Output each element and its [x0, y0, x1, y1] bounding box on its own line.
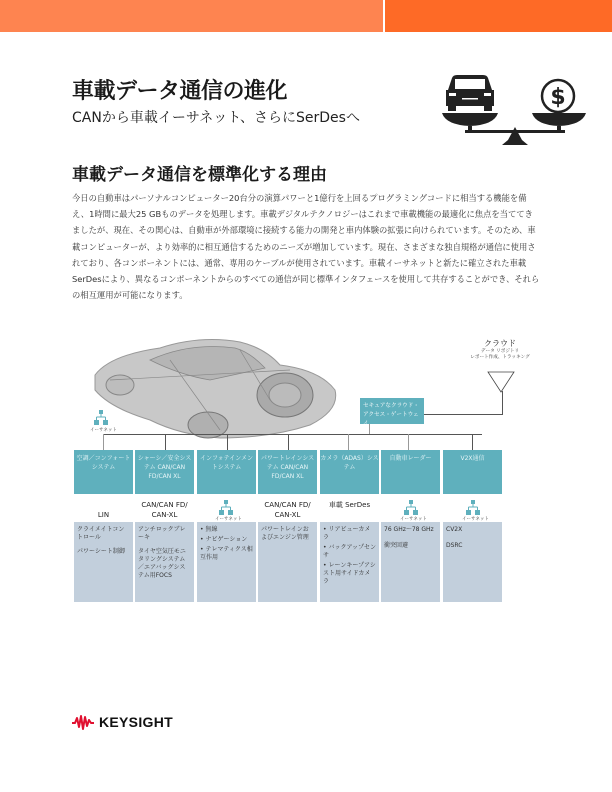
system-box-powertrain: パワートレインシステム CAN/CAN FD/CAN XL	[258, 450, 317, 494]
detail-bullet: • テレマティクス相互作用	[200, 546, 253, 561]
header-bar-right	[385, 0, 612, 32]
keysight-wave-icon	[72, 714, 94, 730]
brand-name: KEYSIGHT	[99, 714, 173, 730]
detail-item: DSRC	[446, 542, 463, 549]
detail-bullet: • リアビューカメラ	[323, 526, 371, 541]
bus-line	[103, 434, 482, 435]
detail-bullet: • ナビゲーション	[200, 536, 248, 543]
detail-box-camera	[320, 522, 379, 602]
ethernet-label: イーサネット	[462, 517, 489, 522]
protocol-label: CAN/CAN FD/ CAN-XL	[264, 501, 311, 519]
car-vs-money-scale-icon	[440, 70, 590, 150]
detail-item: タイヤ空気圧モニタリングシステム／エアバッグシステム用FOCS	[138, 548, 186, 579]
detail-box-chassis	[135, 522, 194, 602]
detail-bullet: • 無線	[200, 526, 218, 533]
detail-item: 76 GHz～78 GHz	[384, 526, 434, 533]
connector-line	[165, 434, 166, 450]
system-box-camera-adas: カメラ（ADAS）システム	[320, 450, 379, 494]
protocol-label: 車載 SerDes	[328, 501, 371, 509]
antenna-icon	[486, 370, 516, 400]
detail-item: パワートレインおよびエンジン管理	[261, 526, 309, 541]
detail-item: アンチロックブレーキ	[138, 526, 186, 541]
detail-box-powertrain	[258, 522, 317, 602]
protocol-label: LIN	[97, 511, 110, 519]
ethernet-label: イーサネット	[400, 517, 427, 522]
cloud-node	[455, 338, 545, 361]
keysight-logo	[72, 714, 173, 730]
detail-item: 無線	[205, 526, 218, 533]
ethernet-label: イーサネット	[215, 517, 242, 522]
section-heading: 車載データ通信を標準化する理由	[72, 165, 327, 185]
connector-line	[472, 434, 473, 450]
detail-box-climate	[74, 522, 133, 602]
svg-text:$: $	[550, 85, 566, 110]
connector-line	[227, 434, 228, 450]
detail-item: クライメイトコントロール	[77, 526, 125, 541]
detail-box-infotainment	[197, 522, 256, 602]
connector-line	[348, 434, 349, 450]
section-paragraph: 今日の自動車はパーソナルコンピューター20台分の演算パワーと1億行を上回るプログラミングコードに相当する機能を備え、1時間に最大25 GBものデータを処理します。車載デジタルテクノロジーはこれまで車載機能の最適化に焦点を当ててきましたが、現在、その関心は、自動車が外部環境に接続する能力の開発と車内体験の拡張に向けられています。そのため、車載コンピューターが、より効率的に相互通信するためのニーズが増加しています。現在、さまざまな独自規格が通信に使用されており、各コンポーネントには、通常、専用のケーブルが使用されています。車載イーサネットと新たに確立された車載SerDesにより、異なるコンポーネントからのすべての通信が同じ標準インタフェースを使用して共存することができ、それらの相互運用が可能になります。	[72, 193, 540, 301]
ethernet-network-icon	[93, 410, 109, 426]
system-box-infotainment: インフォテインメントシステム	[197, 450, 256, 494]
car-wireframe-illustration	[90, 330, 340, 440]
header-bar-left	[0, 0, 383, 32]
connector-line	[288, 434, 289, 450]
detail-item: バックアップセンサ	[323, 544, 376, 559]
connector-line	[408, 434, 409, 450]
system-box-radar: 自動車レーダー	[381, 450, 440, 494]
cloud-sub-1: データ リポジトリ	[480, 349, 520, 354]
protocol-label: CAN/CAN FD/ CAN-XL	[141, 501, 188, 519]
detail-item: CV2X	[446, 526, 463, 533]
page-subtitle: CANから車載イーサネット、さらにSerDesへ	[72, 110, 360, 126]
ethernet-label: イーサネット	[90, 428, 117, 433]
connector-line	[103, 434, 104, 450]
system-box-v2x: V2X通信	[443, 450, 502, 494]
detail-bullet: • バックアップセンサ	[323, 544, 376, 559]
detail-bullet: • レーンキープアシスト用サイドカメラ	[323, 562, 376, 585]
page-title: 車載データ通信の進化	[72, 79, 288, 104]
ethernet-network-icon	[403, 500, 419, 516]
ethernet-network-icon	[218, 500, 234, 516]
detail-item: レーンキープアシスト用サイドカメラ	[323, 562, 376, 585]
secure-cloud-gateway: セキュアなクラウド・アクセス・ゲートウェイ	[360, 398, 424, 424]
detail-box-v2x	[443, 522, 502, 602]
cloud-title: クラウド	[484, 339, 516, 348]
connector-line	[424, 414, 503, 415]
detail-box-radar	[381, 522, 440, 602]
connector-line	[502, 391, 503, 415]
system-box-climate: 空調／コンフォートシステム	[74, 450, 133, 494]
cloud-sub-2: レポート作成、トラッキング	[470, 355, 530, 360]
detail-item: テレマティクス相互作用	[200, 546, 253, 561]
connector-line	[369, 424, 370, 434]
detail-item: リアビューカメラ	[323, 526, 371, 541]
ethernet-network-icon	[465, 500, 481, 516]
detail-item: ナビゲーション	[205, 536, 248, 543]
system-box-chassis: シャーシ／安全システム CAN/CAN FD/CAN XL	[135, 450, 194, 494]
detail-item: パワーシート制御	[77, 548, 125, 555]
detail-item: 衝突回避	[384, 542, 409, 549]
